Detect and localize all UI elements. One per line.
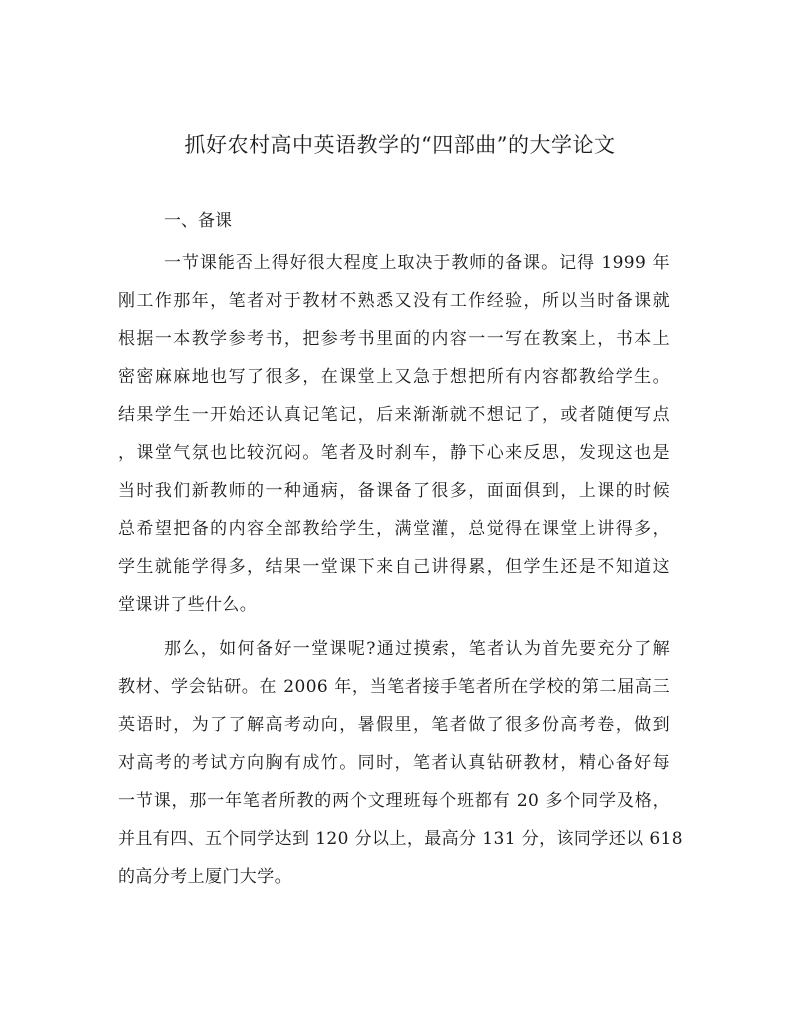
paragraph-1-line: 刚工作那年，笔者对于教材不熟悉又没有工作经验，所以当时备课就 [118,291,670,311]
paragraph-1-line: 堂课讲了些什么。 [118,595,258,615]
paragraph-1-line: 结果学生一开始还认真记笔记，后来渐渐就不想记了，或者随便写点 [118,405,670,425]
paragraph-1-line: 根据一本教学参考书，把参考书里面的内容一一写在教案上，书本上 [118,329,670,349]
paragraph-2-line: 对高考的考试方向胸有成竹。同时，笔者认真钻研教材，精心备好每 [118,753,670,773]
paragraph-2-line: 教材、学会钻研。在 2006 年，当笔者接手笔者所在学校的第二届高三 [118,677,670,697]
paragraph-2-line: 一节课，那一年笔者所教的两个文理班每个班都有 20 多个同学及格， [118,791,670,811]
paragraph-1-line: 学生就能学得多，结果一堂课下来自己讲得累，但学生还是不知道这 [118,557,670,577]
paragraph-1-line: 总希望把备的内容全部教给学生，满堂灌，总觉得在课堂上讲得多， [118,519,670,539]
paragraph-1-line: 密密麻麻地也写了很多，在课堂上又急于想把所有内容都教给学生。 [118,367,670,387]
paragraph-1-line: ，课堂气氛也比较沉闷。笔者及时刹车，静下心来反思，发现这也是 [118,443,670,463]
paragraph-2-line: 英语时，为了了解高考动向，暑假里，笔者做了很多份高考卷，做到 [118,715,670,735]
paragraph-1-line: 一节课能否上得好很大程度上取决于教师的备课。记得 1999 年 [164,253,670,273]
section-heading: 一、备课 [164,211,232,231]
paragraph-2-line: 的高分考上厦门大学。 [118,867,292,887]
paragraph-2-line: 并且有四、五个同学达到 120 分以上，最高分 131 分，该同学还以 618 [118,829,683,849]
paragraph-2-line: 那么，如何备好一堂课呢?通过摸索，笔者认为首先要充分了解 [164,639,670,659]
document-title: 抓好农村高中英语教学的“四部曲”的大学论文 [184,133,616,157]
paragraph-1-line: 当时我们新教师的一种通病，备课备了很多，面面俱到，上课的时候 [118,481,670,501]
